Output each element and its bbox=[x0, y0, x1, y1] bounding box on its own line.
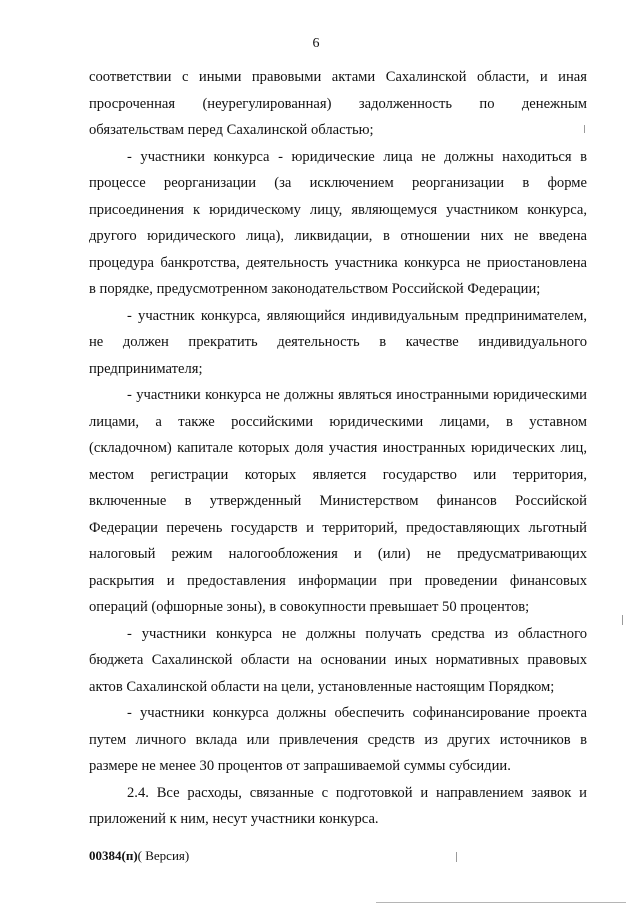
scan-artifact bbox=[456, 852, 457, 862]
text-line: просроченная (неурегулированная) задолженность по денежным bbox=[89, 95, 587, 112]
text-line: обязательствам перед Сахалинской областью; bbox=[89, 122, 374, 138]
paragraph-6 bbox=[89, 700, 587, 780]
text-line: не должен прекратить деятельность в качестве индивидуального bbox=[89, 334, 587, 350]
text-line: актов Сахалинской области на цели, установленные настоящим Порядком; bbox=[89, 678, 555, 695]
text-line: включенные в утвержденный Министерством финансов Российской bbox=[89, 493, 587, 509]
paragraph-5 bbox=[89, 621, 587, 701]
text-line: приложений к ним, несут участники конкурса. bbox=[89, 811, 379, 827]
text-line: Федерации перечень государств и территорий, предоставляющих льготный bbox=[89, 519, 587, 536]
paragraph-4 bbox=[89, 382, 587, 621]
text-line: процедура банкротства, деятельность участника конкурса не приостановлена bbox=[89, 254, 587, 271]
text-line: размере не менее 30 процентов от запрашиваемой суммы субсидии. bbox=[89, 758, 511, 774]
paragraph-2 bbox=[89, 144, 587, 303]
text-line: присоединения к юридическому лицу, являющемуся участником конкурса, bbox=[89, 201, 587, 218]
paragraph-3 bbox=[89, 303, 587, 383]
document-code: 00384(п) bbox=[89, 848, 138, 863]
text-line: - участник конкурса, являющийся индивидуальным предпринимателем, bbox=[127, 307, 587, 324]
paragraph-1 bbox=[89, 64, 587, 144]
text-line: в порядке, предусмотренном законодательством Российской Федерации; bbox=[89, 281, 541, 297]
text-line: - участники конкурса не должны являться иностранными юридическими bbox=[127, 387, 587, 403]
text-line: - участники конкурса не должны получать средства из областного bbox=[127, 625, 587, 642]
scan-artifact bbox=[584, 125, 585, 133]
text-line: предпринимателя; bbox=[89, 360, 203, 377]
scan-artifact bbox=[622, 615, 623, 625]
text-line: (складочном) капитале которых доля участия иностранных юридических лиц, bbox=[89, 440, 587, 456]
text-line: раскрытия и предоставления информации при проведении финансовых bbox=[89, 572, 587, 589]
text-line: - участники конкурса - юридические лица не должны находиться в bbox=[127, 148, 587, 165]
text-line: лицами, а также российскими юридическими лицами, в уставном bbox=[89, 413, 587, 430]
text-line: соответствии с иными правовыми актами Сахалинской области, и иная bbox=[89, 69, 587, 85]
text-line: путем личного вклада или привлечения средств из других источников в bbox=[89, 731, 587, 748]
paragraph-7 bbox=[89, 780, 587, 833]
document-version: ( Версия) bbox=[137, 848, 190, 863]
text-line: налоговый режим налогообложения и (или) не предусматривающих bbox=[89, 546, 587, 562]
text-line: 2.4. Все расходы, связанные с подготовкой и направлением заявок и bbox=[127, 784, 587, 801]
text-line: другого юридического лица), ликвидации, в отношении них не введена bbox=[89, 228, 587, 244]
text-line: операций (офшорные зоны), в совокупности превышает 50 процентов; bbox=[89, 599, 530, 615]
document-body bbox=[89, 64, 587, 833]
page-number: 6 bbox=[312, 36, 320, 51]
text-line: процессе реорганизации (за исключением реорганизации в форме bbox=[89, 175, 587, 191]
text-line: - участники конкурса должны обеспечить софинансирование проекта bbox=[127, 705, 587, 721]
text-line: местом регистрации которых является государство или территория, bbox=[89, 466, 587, 483]
document-footer bbox=[89, 848, 189, 864]
scan-artifact bbox=[376, 902, 626, 903]
text-line: бюджета Сахалинской области на основании иных нормативных правовых bbox=[89, 652, 587, 668]
